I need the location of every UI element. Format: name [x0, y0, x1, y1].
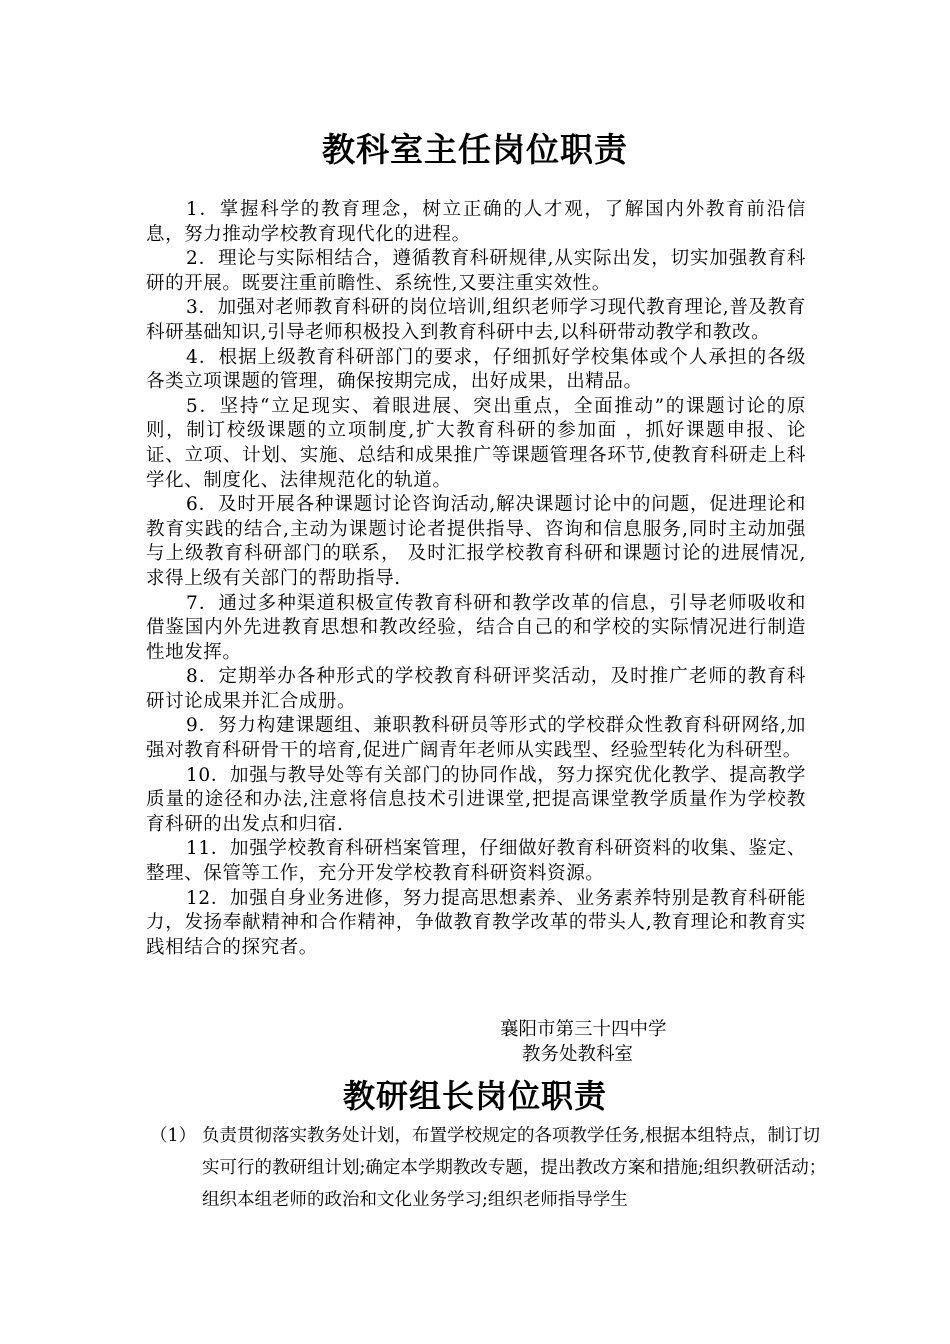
duty-paragraph: 1．掌握科学的教育理念，树立正确的人才观，了解国内外教育前沿信息，努力推动学校教育现代化的进程。: [146, 199, 806, 245]
page-title: 教科室主任岗位职责: [322, 130, 628, 169]
duty-paragraph: 3．加强对老师教育科研的岗位培训,组织老师学习现代教育理论,普及教育科研基础知识,引导老师积极投入到教育科研中去,以科研带动教学和教改。: [146, 297, 806, 343]
duty-paragraph: 5．坚持“立足现实、着眼进展、突出重点，全面推动”的课题讨论的原则，制订校级课题的立项制度,扩大教育科研的参加面 ，抓好课题申报、论证、立项、计划、实施、总结和成果推广等课题管理各环节,使教育科研走上科学化、制度化、法律规范化的轨道。: [146, 395, 806, 491]
signature-office: 教务处教科室: [522, 1044, 634, 1065]
signature-school: 襄阳市第三十四中学: [500, 1019, 667, 1040]
duty-paragraph: 8．定期举办各种形式的学校教育科研评奖活动，及时推广老师的教育科研讨论成果并汇合成册。: [146, 666, 806, 712]
duty-paragraph: 6．及时开展各种课题讨论咨询活动,解决课题讨论中的问题，促进理论和教育实践的结合,主动为课题讨论者提供指导、咨询和信息服务,同时主动加强与上级教育科研部门的联系， 及时汇报学校教育科研和课题讨论的进展情况,求得上级有关部门的帮助指导.: [146, 494, 806, 589]
duty-paragraph: 11．加强学校教育科研档案管理，仔细做好教育科研资料的收集、鉴定、整理、保管等工作，充分开发学校教育科研资料资源。: [146, 838, 806, 885]
section-title: 教研组长岗位职责: [342, 1077, 607, 1115]
item-number: （1）: [150, 1126, 197, 1146]
duty-paragraph: 7．通过多种渠道积极宣传教育科研和教学改革的信息，引导老师吸收和借鉴国内外先进教育思想和教改经验，结合自己的和学校的实际情况进行制造性地发挥。: [146, 592, 806, 663]
duty-item: [150, 1120, 830, 1216]
duty-paragraph: 10．加强与教导处等有关部门的协同作战，努力探究优化教学、提高教学质量的途径和办法,注意将信息技术引进课堂,把提高课堂教学质量作为学校教育科研的出发点和归宿.: [146, 764, 806, 835]
duty-paragraph: 12．加强自身业务进修，努力提高思想素养、业务素养特别是教育科研能力，发扬奉献精神和合作精神，争做教育教学改革的带头人,教育理论和教育实践相结合的探究者。: [146, 887, 806, 958]
duty-paragraph: 2．理论与实际相结合，遵循教育科研规律,从实际出发，切实加强教育科研的开展。既要注重前瞻性、系统性,又要注重实效性。: [146, 248, 806, 294]
duty-paragraph: 9．努力构建课题组、兼职教科研员等形式的学校群众性教育科研网络,加强对教育科研骨干的培育,促进广阔青年老师从实践型、经验型转化为科研型。: [146, 715, 806, 762]
duty-paragraph: 4．根据上级教育科研部门的要求，仔细抓好学校集体或个人承担的各级各类立项课题的管理，确保按期完成，出好成果，出精品。: [146, 346, 806, 393]
duties-list: [146, 198, 806, 960]
item-text: 负责贯彻落实教务处计划，布置学校规定的各项教学任务,根据本组特点，制订切实可行的教研组计划;确定本学期教改专题，提出教改方案和措施;组织教研活动；组织本组老师的政治和文化业务学习;组织老师指导学生: [202, 1126, 827, 1210]
